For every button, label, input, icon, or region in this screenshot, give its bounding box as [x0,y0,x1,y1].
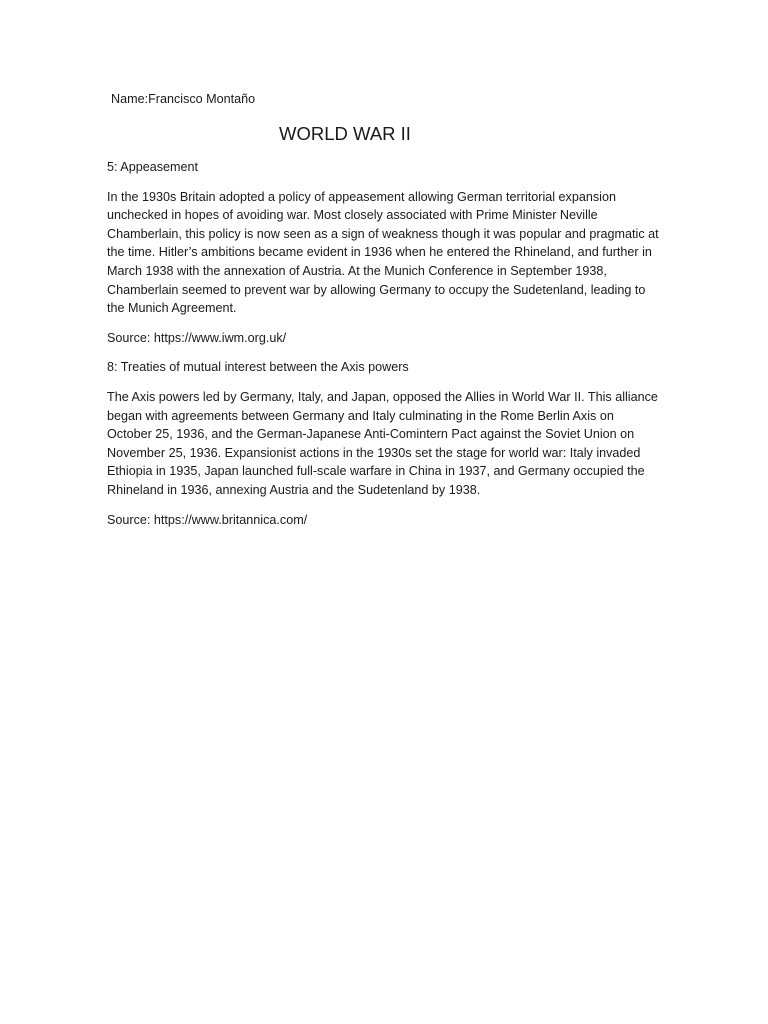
section-paragraph: The Axis powers led by Germany, Italy, and Japan, opposed the Allies in World War II. This alliance began with agreements between Germany and Italy culminating in the Rome Berlin Axis on October 25, 1936, and the German-Japanese Anti-Comintern Pact against the Soviet Union on November 25, 1936. Expansionist actions in the 1930s set the stage for world war: Italy invaded Ethiopia in 1935, Japan launched full-scale warfare in China in 1937, and Germany occupied the Rhineland in 1936, annexing Austria and the Sudetenland by 1938. [107,389,658,497]
section-axis-treaties [107,358,659,529]
section-heading: 8: Treaties of mutual interest between the Axis powers [107,360,409,375]
section-source: Source: https://www.iwm.org.uk/ [107,330,287,345]
section-appeasement [107,158,659,347]
document-body [107,158,659,540]
section-heading: 5: Appeasement [107,160,199,174]
section-paragraph: In the 1930s Britain adopted a policy of appeasement allowing German territorial expansion unchecked in hopes of avoiding war. Most closely associated with Prime Minister Neville Chamberlain, this policy is now seen as a sign of weakness though it was popular and pragmatic at the time. Hitler’s ambitions became evident in 1936 when he entered the Rhineland, and further in March 1938 with the annexation of Austria. At the Munich Conference in September 1938, Chamberlain seemed to prevent war by allowing Germany to occupy the Sudetenland, leading to the Munich Agreement. [107,189,659,316]
student-name: Name:Francisco Montaño [111,92,256,106]
document-title: WORLD WAR II [279,123,411,144]
section-source: Source: https://www.britannica.com/ [107,512,308,527]
